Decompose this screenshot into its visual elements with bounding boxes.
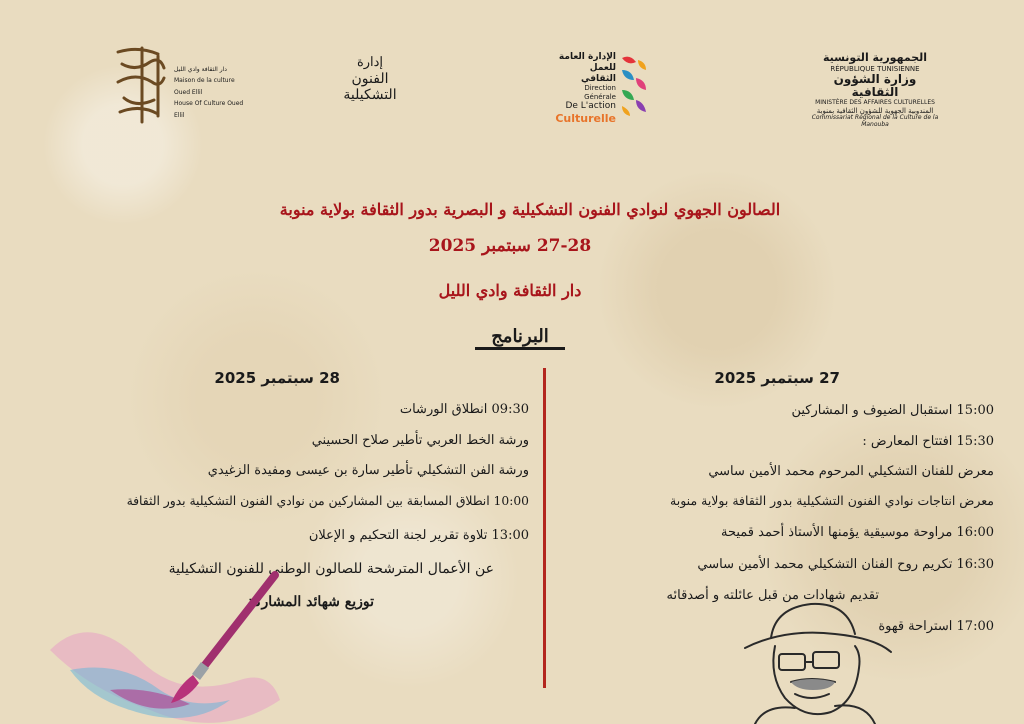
- program-heading: [400, 326, 640, 347]
- program-heading-text: البرنامج: [475, 326, 565, 350]
- day2-line-3: ورشة الفن التشكيلي تأطير سارة بن عيسى ومفيدة الزغيدي: [207, 463, 529, 478]
- dgac-name-ar2: للعمل الثقافي: [581, 62, 616, 84]
- event-title: الصالون الجهوي لنوادي الفنون التشكيلية و البصرية بدور الثقافة بولاية منوبة: [279, 200, 781, 219]
- dgac-name-fr2: De L'action: [565, 101, 616, 112]
- day2-line-7: توزيع شهائد المشاركة: [247, 594, 374, 610]
- day1-line-8: 17:00 استراحة قهوة: [878, 619, 994, 634]
- fine-arts-name-2: الفنون: [351, 70, 389, 87]
- day1-line-7: تقديم شهادات من قبل عائلته و أصدقائه: [666, 588, 879, 603]
- day1-line-5: 16:00 مراوحة موسيقية يؤمنها الأستاذ أحمد قميحة: [720, 525, 994, 540]
- dgac-name-ar1: الإدارة العامة: [558, 52, 616, 62]
- ministry-name-fr3: Commissariat Régional de la Culture de la Manouba: [811, 114, 939, 129]
- house-of-culture-logo: [112, 42, 244, 132]
- paintbrush-illustration: [50, 570, 300, 724]
- day2-line-4: 10:00 انطلاق المسابقة بين المشاركين من نوادي الفنون التشكيلية بدور الثقافة: [126, 494, 529, 508]
- day2-line-2: ورشة الخط العربي تأطير صلاح الحسيني: [311, 433, 529, 448]
- ministry-name-ar: الجمهورية التونسية: [822, 51, 928, 64]
- day2-heading: 28 سبتمبر 2025: [214, 369, 340, 387]
- day2-line-5: 13:00 تلاوة تقرير لجنة التحكيم و الإعلان: [308, 528, 529, 543]
- house-name-en: House Of Culture Oued Ellil: [174, 100, 244, 119]
- ministry-logo: [810, 52, 940, 129]
- day1-line-6: 16:30 تكريم روح الفنان التشكيلي محمد الأمين ساسي: [697, 557, 994, 572]
- house-name-fr: Maison de la culture Oued Ellil: [174, 77, 235, 96]
- calligraphy-emblem-icon: [112, 42, 172, 128]
- day2-line-6: عن الأعمال المترشحة للصالون الوطني للفنون التشكيلية: [168, 561, 494, 577]
- event-venue: دار الثقافة وادي الليل: [438, 281, 582, 300]
- day1-line-1: 15:00 استقبال الضيوف و المشاركين: [791, 403, 994, 418]
- day2-line-1: 09:30 انطلاق الورشات: [399, 402, 529, 417]
- fine-arts-logo: [330, 56, 410, 103]
- ministry-name-fr: RÉPUBLIQUE TUNISIENNE: [830, 64, 920, 73]
- day1-line-2: 15:30 افتتاح المعارض :: [862, 434, 994, 449]
- column-divider: [543, 368, 546, 688]
- dgac-logo: [552, 52, 652, 125]
- day1-line-4: معرض انتاجات نوادي الفنون التشكيلية بدور الثقافة بولاية منوبة: [670, 493, 994, 508]
- event-dates: 27-28 سبتمبر 2025: [428, 236, 592, 256]
- fine-arts-name-3: التشكيلية: [343, 87, 397, 104]
- artist-portrait-sketch: [735, 590, 895, 724]
- day1-heading: 27 سبتمبر 2025: [714, 369, 840, 387]
- ministry-name-fr2: MINISTÈRE DES AFFAIRES CULTURELLES: [815, 99, 935, 107]
- ministry-name-ar2: وزارة الشؤون الثقافية: [833, 71, 917, 100]
- ministry-name-ar3: المندوبية الجهوية للشؤون الثقافية بمنوبة: [816, 107, 934, 116]
- dgac-emblem-icon: [618, 54, 650, 118]
- dgac-name-fr1: Direction Générale: [584, 84, 616, 101]
- fine-arts-name-1: إدارة: [356, 55, 384, 70]
- day1-line-3: معرض للفنان التشكيلي المرحوم محمد الأمين ساسي: [708, 464, 994, 479]
- dgac-name-fr3: Culturelle: [555, 111, 616, 125]
- house-name-ar: دار الثقافة وادي الليل: [174, 66, 227, 73]
